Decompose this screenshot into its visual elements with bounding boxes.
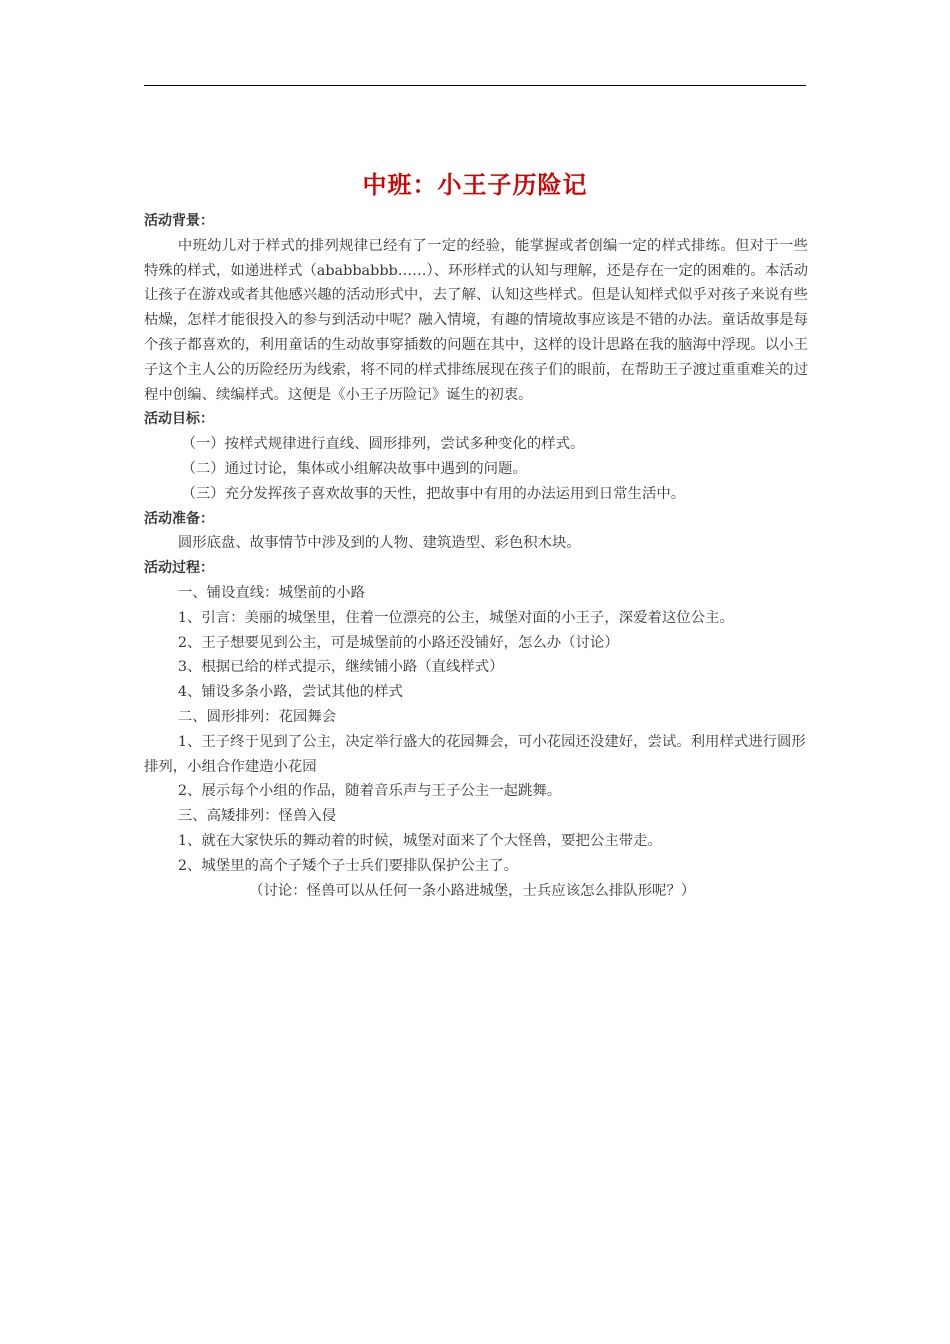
step-item: 1、引言：美丽的城堡里，住着一位漂亮的公主，城堡对面的小王子，深爱着这位公主。 xyxy=(177,609,734,626)
background-paragraph: 中班幼儿对于样式的排列规律已经有了一定的经验，能掌握或者创编一定的样式排练。但对于一些特殊的样式，如递进样式（ababbabbb……）、环形样式的认知与理解，还是存在一定的困难的。本活动让孩子在游戏或者其他感兴趣的活动形式中，去了解、认知这些样式。但是认知样式似乎对孩子来说有些枯燥，怎样才能很投入的参与到活动中呢？融入情境，有趣的情境故事应该是不错的办法。童话故事是每个孩子都喜欢的，利用童话的生动故事穿插数的问题在其中，这样的设计思路在我的脑海中浮现。以小王子这个主人公的历险经历为线索，将不同的样式排练展现在孩子们的眼前，在帮助王子渡过重重难关的过程中创编、续编样式。这便是《小王子历险记》诞生的初衷。 xyxy=(144,237,808,403)
step-item: 2、展示每个小组的作品，随着音乐声与王子公主一起跳舞。 xyxy=(177,783,562,800)
step-item: 1、就在大家快乐的舞动着的时候，城堡对面来了个大怪兽，要把公主带走。 xyxy=(177,832,662,849)
step-item: 4、铺设多条小路，尝试其他的样式 xyxy=(177,684,403,701)
section-title: 一、铺设直线：城堡前的小路 xyxy=(177,584,365,601)
background-heading: 活动背景： xyxy=(144,213,214,229)
goals-heading: 活动目标： xyxy=(144,411,214,428)
step-item: 3、根据已给的样式提示，继续铺小路（直线样式） xyxy=(177,659,504,676)
document-body xyxy=(144,209,808,903)
discussion-note: （讨论：怪兽可以从任何一条小路进城堡，士兵应该怎么排队形呢？） xyxy=(249,882,696,899)
step-item: 2、城堡里的高个子矮个子士兵们要排队保护公主了。 xyxy=(177,857,518,874)
goal-item: （一）按样式规律进行直线、圆形排列，尝试多种变化的样式。 xyxy=(181,436,585,453)
section-title: 三、高矮排列：怪兽入侵 xyxy=(177,808,337,825)
step-item: 1、王子终于见到了公主，决定举行盛大的花园舞会，可小花园还没建好，尝试。利用样式进行圆形排列，小组合作建造小花园 xyxy=(144,733,806,775)
process-heading: 活动过程： xyxy=(144,560,214,577)
header-rule xyxy=(144,85,806,86)
prep-heading: 活动准备： xyxy=(144,510,214,527)
prep-text: 圆形底盘、故事情节中涉及到的人物、建筑造型、彩色积木块。 xyxy=(177,535,581,552)
step-item: 2、王子想要见到公主，可是城堡前的小路还没铺好，怎么办（讨论） xyxy=(177,634,619,651)
goal-item: （二）通过讨论，集体或小组解决故事中遇到的问题。 xyxy=(181,460,527,477)
goal-item: （三）充分发挥孩子喜欢故事的天性，把故事中有用的办法运用到日常生活中。 xyxy=(181,485,686,502)
page-title: 中班：小王子历险记 xyxy=(362,171,588,199)
section-title: 二、圆形排列：花园舞会 xyxy=(177,708,337,725)
